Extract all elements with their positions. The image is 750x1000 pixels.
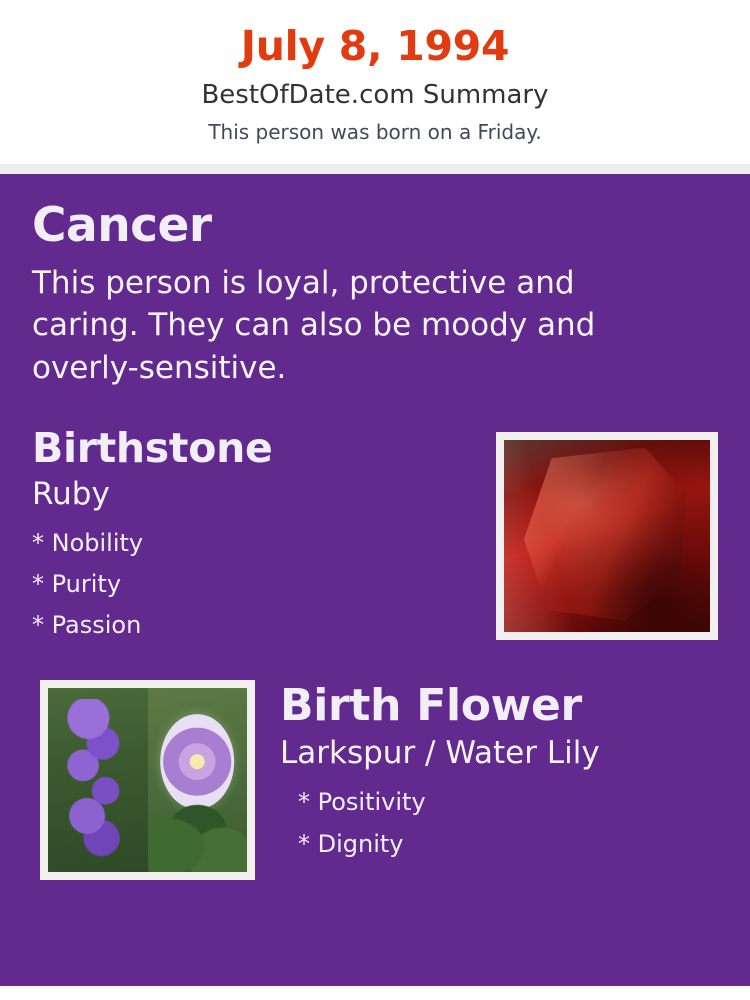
birthflower-trait: * Positivity <box>298 788 426 817</box>
larkspur-and-water-lily-photo <box>48 688 247 872</box>
water-lily-photo <box>148 688 248 872</box>
card-header <box>0 0 750 164</box>
header-divider <box>0 164 750 174</box>
zodiac-description: This person is loyal, protective and caring. They can also be moody and overly-sensitive. <box>32 264 596 387</box>
birthstone-trait: * Purity <box>32 569 122 598</box>
birthflower-section <box>32 676 718 886</box>
birthflower-image <box>40 680 255 880</box>
ruby-gemstone-photo <box>504 440 710 632</box>
birthstone-name: Ruby <box>32 476 110 513</box>
birthstone-image <box>496 432 718 640</box>
birthflower-heading: Birth Flower <box>280 679 582 731</box>
birthstone-text <box>32 423 462 639</box>
page-title: July 8, 1994 <box>240 22 510 70</box>
birthflower-name: Larkspur / Water Lily <box>280 734 600 771</box>
birthstone-trait: * Passion <box>32 610 142 639</box>
zodiac-sign-title: Cancer <box>32 198 212 253</box>
birthstone-section <box>32 423 718 646</box>
birthstone-trait: * Nobility <box>32 528 144 557</box>
details-panel <box>0 174 750 986</box>
birthstone-heading: Birthstone <box>32 423 273 472</box>
larkspur-photo <box>48 688 148 872</box>
birth-day-note: This person was born on a Friday. <box>208 120 542 144</box>
birthflower-text <box>280 676 718 859</box>
birthflower-trait: * Dignity <box>298 830 404 859</box>
site-summary-label: BestOfDate.com Summary <box>201 79 549 110</box>
